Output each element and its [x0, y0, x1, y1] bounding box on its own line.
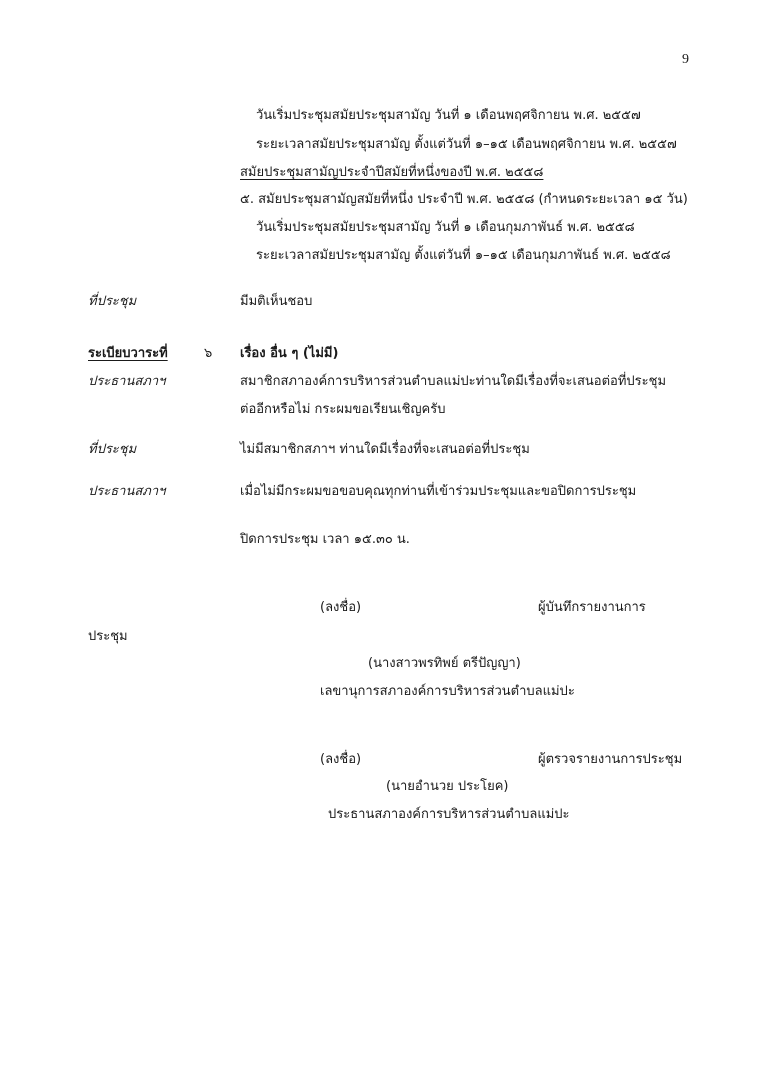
signature-2-name: (นายอำนวย ประโยค): [386, 779, 509, 794]
schedule-line-3: ๕. สมัยประชุมสามัญสมัยที่หนึ่ง ประจำปี พ.ศ. ๒๕๕๘ (กำหนดระยะเวลา ๑๕ วัน): [240, 192, 688, 207]
schedule-heading: สมัยประชุมสามัญประจำปีสมัยที่หนึ่งของปี พ.ศ. ๒๕๕๘: [240, 165, 544, 180]
resolution-1-label: ที่ประชุม: [88, 294, 137, 309]
signature-2-role: ผู้ตรวจรายงานการประชุม: [538, 752, 683, 767]
signature-1-name: (นางสาวพรทิพย์ ตรีปัญญา): [368, 656, 521, 671]
resolution-2-text: ไม่มีสมาชิกสภาฯ ท่านใดมีเรื่องที่จะเสนอต่อที่ประชุม: [240, 442, 530, 457]
chair-1-label: ประธานสภาฯ: [88, 374, 166, 389]
schedule-line-2: ระยะเวลาสมัยประชุมสามัญ ตั้งแต่วันที่ ๑–๑๕ เดือนพฤศจิกายน พ.ศ. ๒๕๕๗: [256, 137, 677, 152]
chair-2-label: ประธานสภาฯ: [88, 484, 166, 499]
signature-2-position: ประธานสภาองค์การบริหารส่วนตำบลแม่ปะ: [328, 807, 570, 822]
resolution-2-label: ที่ประชุม: [88, 442, 137, 457]
resolution-1-text: มีมติเห็นชอบ: [240, 294, 313, 309]
signature-1-role: ผู้บันทึกรายงานการ: [538, 600, 646, 615]
chair-2-text: เมื่อไม่มีกระผมขอขอบคุณทุกท่านที่เข้าร่วมประชุมและขอปิดการประชุม: [240, 484, 637, 499]
schedule-line-4: วันเริ่มประชุมสมัยประชุมสามัญ วันที่ ๑ เดือนกุมภาพันธ์ พ.ศ. ๒๕๕๘: [256, 220, 635, 235]
agenda-title: เรื่อง อื่น ๆ (ไม่มี): [240, 346, 339, 361]
signature-1-position: เลขานุการสภาองค์การบริหารส่วนตำบลแม่ปะ: [320, 684, 575, 699]
schedule-line-1: วันเริ่มประชุมสมัยประชุมสามัญ วันที่ ๑ เดือนพฤศจิกายน พ.ศ. ๒๕๕๗: [256, 108, 641, 123]
schedule-line-5: ระยะเวลาสมัยประชุมสามัญ ตั้งแต่วันที่ ๑–๑๕ เดือนกุมภาพันธ์ พ.ศ. ๒๕๕๘: [256, 248, 671, 263]
signature-2-sign: (ลงชื่อ): [320, 752, 362, 767]
agenda-label: ระเบียบวาระที่: [88, 346, 168, 361]
page-number: 9: [682, 52, 689, 67]
agenda-number: ๖: [204, 346, 213, 361]
signature-1-role-cont: ประชุม: [88, 629, 128, 644]
chair-1-line-1: สมาชิกสภาองค์การบริหารส่วนตำบลแม่ปะท่านใดมีเรื่องที่จะเสนอต่อที่ประชุม: [240, 374, 667, 389]
closing-time: ปิดการประชุม เวลา ๑๕.๓๐ น.: [240, 532, 410, 547]
signature-1-sign: (ลงชื่อ): [320, 600, 362, 615]
chair-1-line-2: ต่ออีกหรือไม่ กระผมขอเรียนเชิญครับ: [240, 402, 446, 417]
